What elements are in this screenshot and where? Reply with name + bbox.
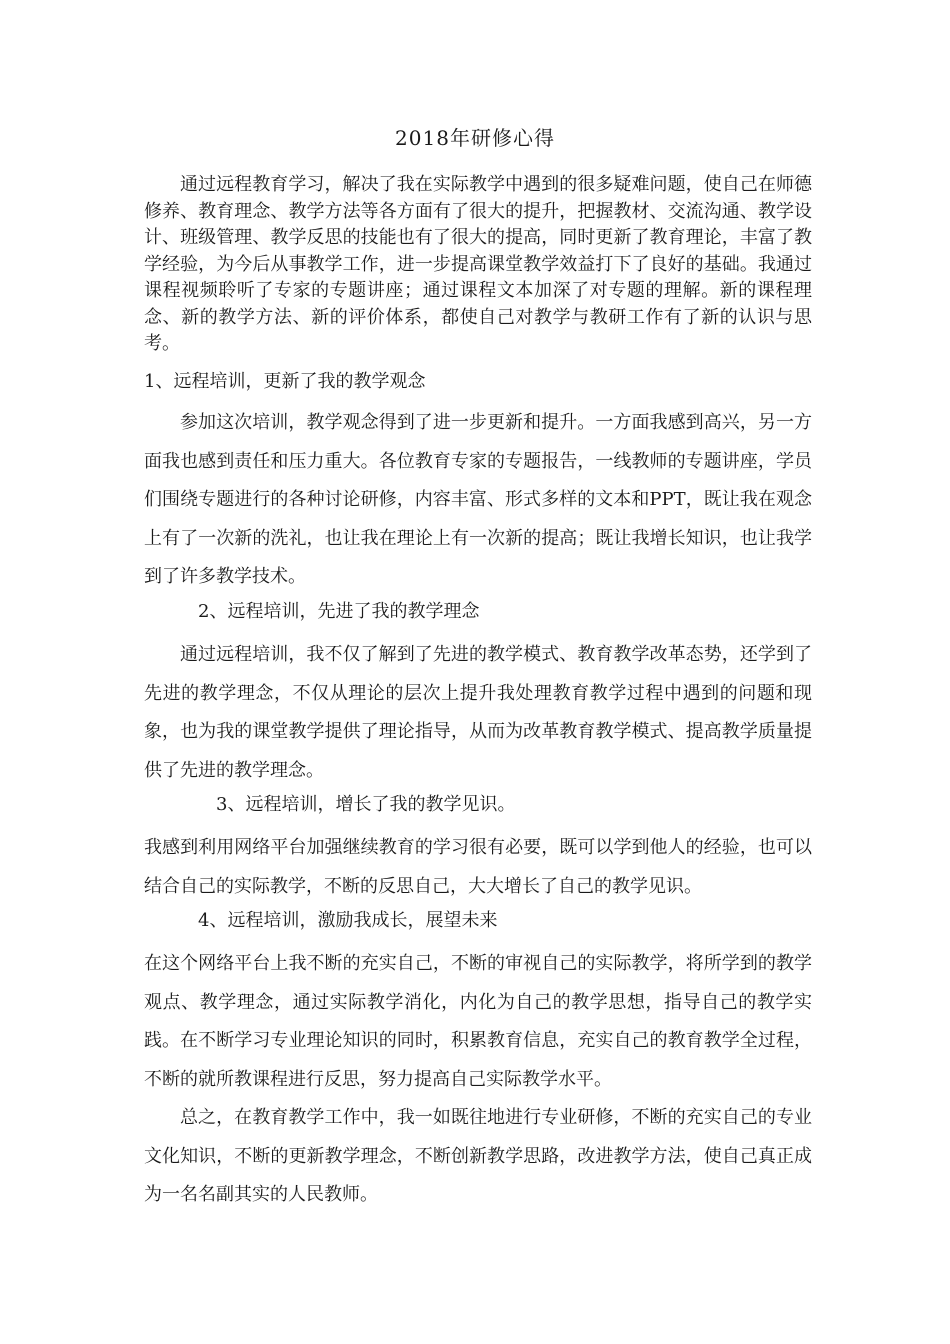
intro-paragraph: 通过远程教育学习，解决了我在实际教学中遇到的很多疑难问题，使自己在师德修养、教育理念、教学方法等各方面有了很大的提升，把握教材、交流沟通、教学设计、班级管理、教学反思的技能也有了很大的提高，同时更新了教育理论，丰富了教学经验，为今后从事教学工作，进一步提高课堂教学效益打下了良好的基础。我通过课程视频聆听了专家的专题讲座；通过课程文本加深了对专题的理解。新的课程理念、新的教学方法、新的评价体系，都使自己对教学与教研工作有了新的认识与思考。 [144,174,812,354]
section-2-heading: 2、远程培训，先进了我的教学理念 [198,601,480,622]
document-title: 2018年研修心得 [395,126,555,150]
section-2-paragraph: 通过远程培训，我不仅了解到了先进的教学模式、教育教学改革态势，还学到了先进的教学理念，不仅从理论的层次上提升我处理教育教学过程中遇到的问题和现象，也为我的课堂教学提供了理论指导，从而为改革教育教学模式、提高教学质量提供了先进的教学理念。 [144,644,812,781]
section-1-heading: 1、远程培训，更新了我的教学观念 [144,371,426,392]
section-3-heading: 3、远程培训，增长了我的教学见识。 [216,794,516,815]
section-1-paragraph: 参加这次培训，教学观念得到了进一步更新和提升。一方面我感到高兴，另一方面我也感到责任和压力重大。各位教育专家的专题报告，一线教师的专题讲座，学员们围绕专题进行的各种讨论研修，内容丰富、形式多样的文本和PPT，既让我在观念上有了一次新的洗礼，也让我在理论上有一次新的提高；既让我增长知识，也让我学到了许多教学技术。 [144,412,812,587]
section-4-paragraph: 在这个网络平台上我不断的充实自己，不断的审视自己的实际教学，将所学到的教学观点、教学理念，通过实际教学消化，内化为自己的教学思想，指导自己的教学实践。在不断学习专业理论知识的同时，积累教育信息，充实自己的教育教学全过程，不断的就所教课程进行反思，努力提高自己实际教学水平。 [144,953,812,1090]
conclusion-paragraph: 总之，在教育教学工作中，我一如既往地进行专业研修，不断的充实自己的专业文化知识，不断的更新教学理念，不断创新教学思路，改进教学方法，使自己真正成为一名名副其实的人民教师。 [144,1107,812,1205]
section-3-paragraph: 我感到利用网络平台加强继续教育的学习很有必要，既可以学到他人的经验，也可以结合自己的实际教学，不断的反思自己，大大增长了自己的教学见识。 [144,837,812,897]
section-4-heading: 4、远程培训，激励我成长，展望未来 [198,910,498,931]
